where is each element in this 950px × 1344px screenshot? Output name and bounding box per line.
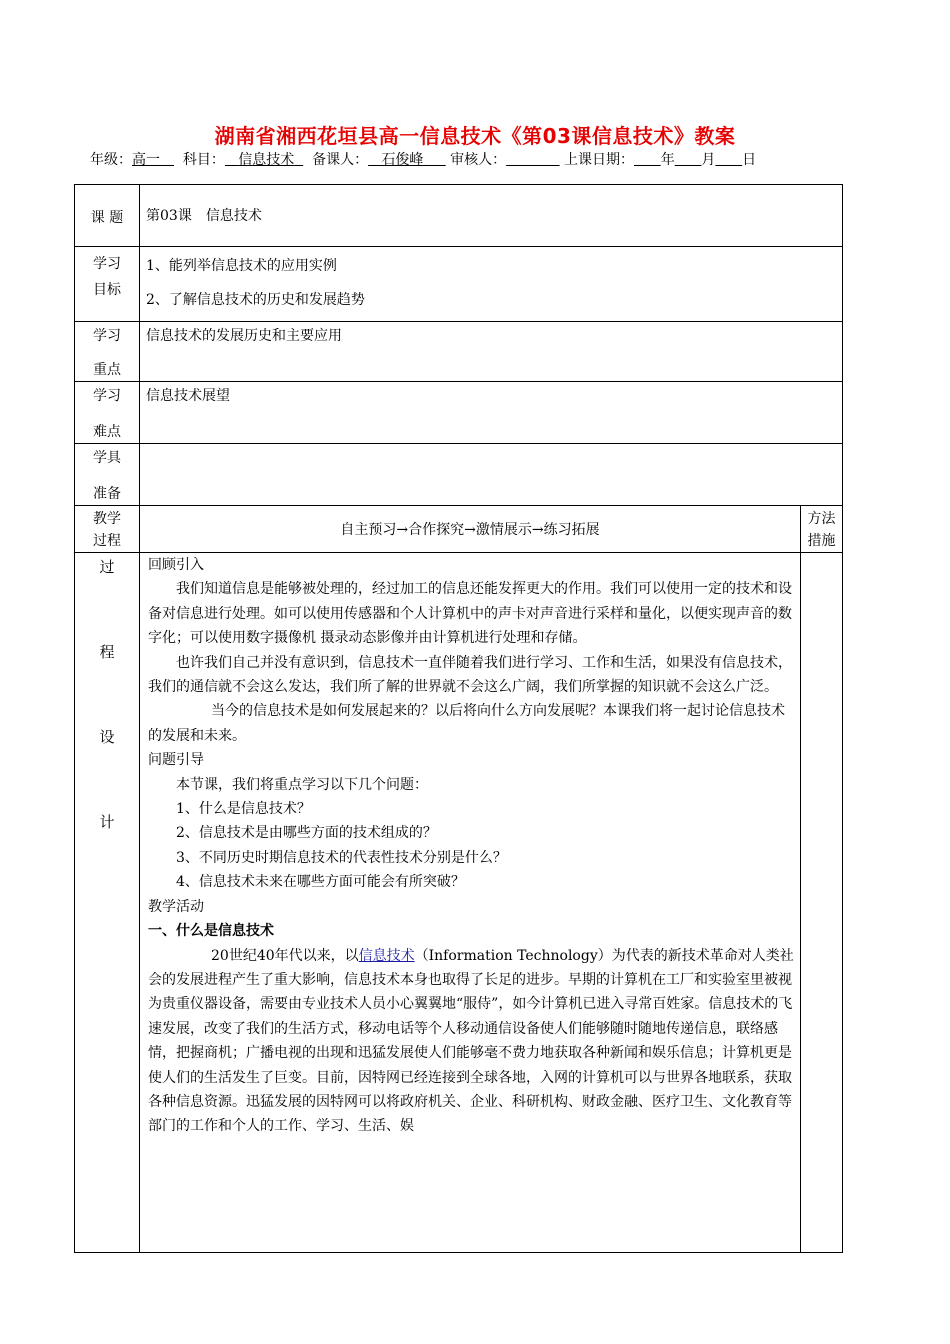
subject-value: 信息技术 — [238, 152, 295, 168]
method-content — [801, 553, 843, 1253]
question-intro: 本节课，我们将重点学习以下几个问题： — [176, 776, 428, 793]
process-steps: 自主预习→合作探究→激情展示→练习拓展 — [140, 506, 801, 553]
grade-label: 年级： — [90, 152, 132, 168]
focus-row — [75, 322, 843, 382]
page-title: 湖南省湘西花垣县高一信息技术《第03课信息技术》教案 — [214, 124, 736, 148]
goal-label — [75, 247, 140, 322]
process-label-1: 教学 — [93, 511, 121, 527]
paragraph-1: 我们知道信息是能够被处理的，经过加工的信息还能发挥更大的作用。我们可以使用一定的技术和设备对信息进行处理。如可以使用传感器和个人计算机中的声卡对声音进行采样和量化，以便实现声音的数字化；可以使用数字摄像机 摄录动态影像并由计算机进行处理和存储。 — [148, 581, 792, 647]
activity-heading: 教学活动 — [148, 898, 204, 915]
paragraph-3: 当今的信息技术是如何发展起来的？以后将向什么方向发展呢？本课我们将一起讨论信息技术的发展和未来。 — [148, 703, 785, 744]
design-char-2: 程 — [99, 643, 115, 661]
method-label-1: 方法 — [807, 511, 836, 527]
tools-label — [75, 444, 140, 506]
lesson-plan-table — [74, 184, 843, 1253]
year-label: 年 — [660, 152, 675, 168]
difficulty-content: 信息技术展望 — [140, 382, 843, 444]
difficulty-label-2: 难点 — [93, 424, 121, 440]
paragraph-2: 也许我们自己并没有意识到，信息技术一直伴随着我们进行学习、工作和生活，如果没有信息技术，我们的通信就不会这么发达，我们所了解的世界就不会这么广阔，我们所掌握的知识就不会这么广泛。 — [148, 654, 792, 696]
section-1-heading: 一、什么是信息技术 — [148, 923, 274, 940]
process-label — [75, 506, 140, 553]
goal-1: 1、能列举信息技术的应用实例 — [146, 258, 337, 274]
guide-heading: 问题引导 — [148, 752, 204, 769]
difficulty-label — [75, 382, 140, 444]
tools-content — [140, 444, 843, 506]
difficulty-label-1: 学习 — [93, 388, 121, 404]
reviewer-blank — [506, 152, 559, 168]
design-label — [75, 553, 140, 1253]
goal-content — [140, 247, 843, 322]
difficulty-row — [75, 382, 843, 444]
method-label-2: 措施 — [807, 533, 836, 549]
focus-label-2: 重点 — [93, 362, 121, 378]
question-2: 2、信息技术是由哪些方面的技术组成的？ — [176, 825, 437, 842]
goal-label-1: 学习 — [93, 256, 121, 272]
topic-value — [140, 185, 843, 247]
focus-label — [75, 322, 140, 382]
info-tech-link[interactable]: 信息技术 — [358, 947, 415, 964]
paragraph-4-rest: （Information Technology）为代表的新技术革命对人类社会的发展进程产生了重大影响，信息技术本身也取得了长足的进步。早期的计算机在工厂和实验室里被视为贵重仪器设备，需要由专业技术人员小心翼翼地“服侍”，如今计算机已进入寻常百姓家。信息技术的飞速发展，改变了我们的生活方式，移动电话等个人移动通信设备使人们能够随时随地传递信息，联络感情，把握商机；广播电视的出现和迅猛发展使人们能够毫不费力地获取各种新闻和娱乐信息；计算机更是使人们的生活发生了巨变。目前，因特网已经连接到全球各地，入网的计算机可以与世界各地联系，获取各种信息资源。迅猛发展的因特网可以将政府机关、企业、科研机构、财政金融、医疗卫生、文化教育等部门的工作和个人的工作、学习、生活、娱 — [148, 947, 794, 1135]
question-4: 4、信息技术未来在哪些方面可能会有所突破？ — [176, 874, 465, 891]
design-content — [140, 553, 801, 1253]
preparer-value: 石俊峰 — [381, 152, 424, 168]
topic-label: 课 题 — [75, 185, 140, 247]
grade-value: 高一 — [132, 152, 160, 168]
method-label — [801, 506, 843, 553]
question-3: 3、不同历史时期信息技术的代表性技术分别是什么？ — [176, 849, 507, 866]
preparer-label: 备课人： — [312, 152, 369, 168]
process-label-2: 过程 — [93, 533, 121, 549]
question-1: 1、什么是信息技术？ — [176, 801, 311, 818]
goal-label-2: 目标 — [93, 282, 121, 298]
month-label: 月 — [701, 152, 716, 168]
tools-label-1: 学具 — [93, 450, 121, 466]
tools-row — [75, 444, 843, 506]
subject-label: 科目： — [182, 152, 225, 168]
tools-label-2: 准备 — [93, 486, 121, 502]
design-char-3: 设 — [99, 728, 115, 746]
paragraph-4-start: 20世纪40年代以来，以 — [211, 947, 359, 964]
focus-content: 信息技术的发展历史和主要应用 — [140, 322, 843, 382]
paragraph-4 — [148, 944, 794, 1139]
day-label: 日 — [742, 152, 757, 168]
focus-label-1: 学习 — [93, 328, 121, 344]
review-heading: 回顾引入 — [148, 557, 204, 573]
reviewer-label: 审核人： — [450, 152, 507, 168]
date-label: 上课日期： — [564, 152, 635, 168]
process-row — [75, 506, 843, 553]
design-row — [75, 553, 843, 1253]
lesson-meta-line — [90, 150, 890, 170]
topic-text: 第03课 信息技术 — [146, 207, 262, 224]
design-char-4: 计 — [99, 813, 115, 831]
topic-row — [75, 185, 843, 247]
goal-row — [75, 247, 843, 322]
goal-2: 2、了解信息技术的历史和发展趋势 — [146, 292, 365, 308]
design-char-1: 过 — [99, 558, 115, 576]
